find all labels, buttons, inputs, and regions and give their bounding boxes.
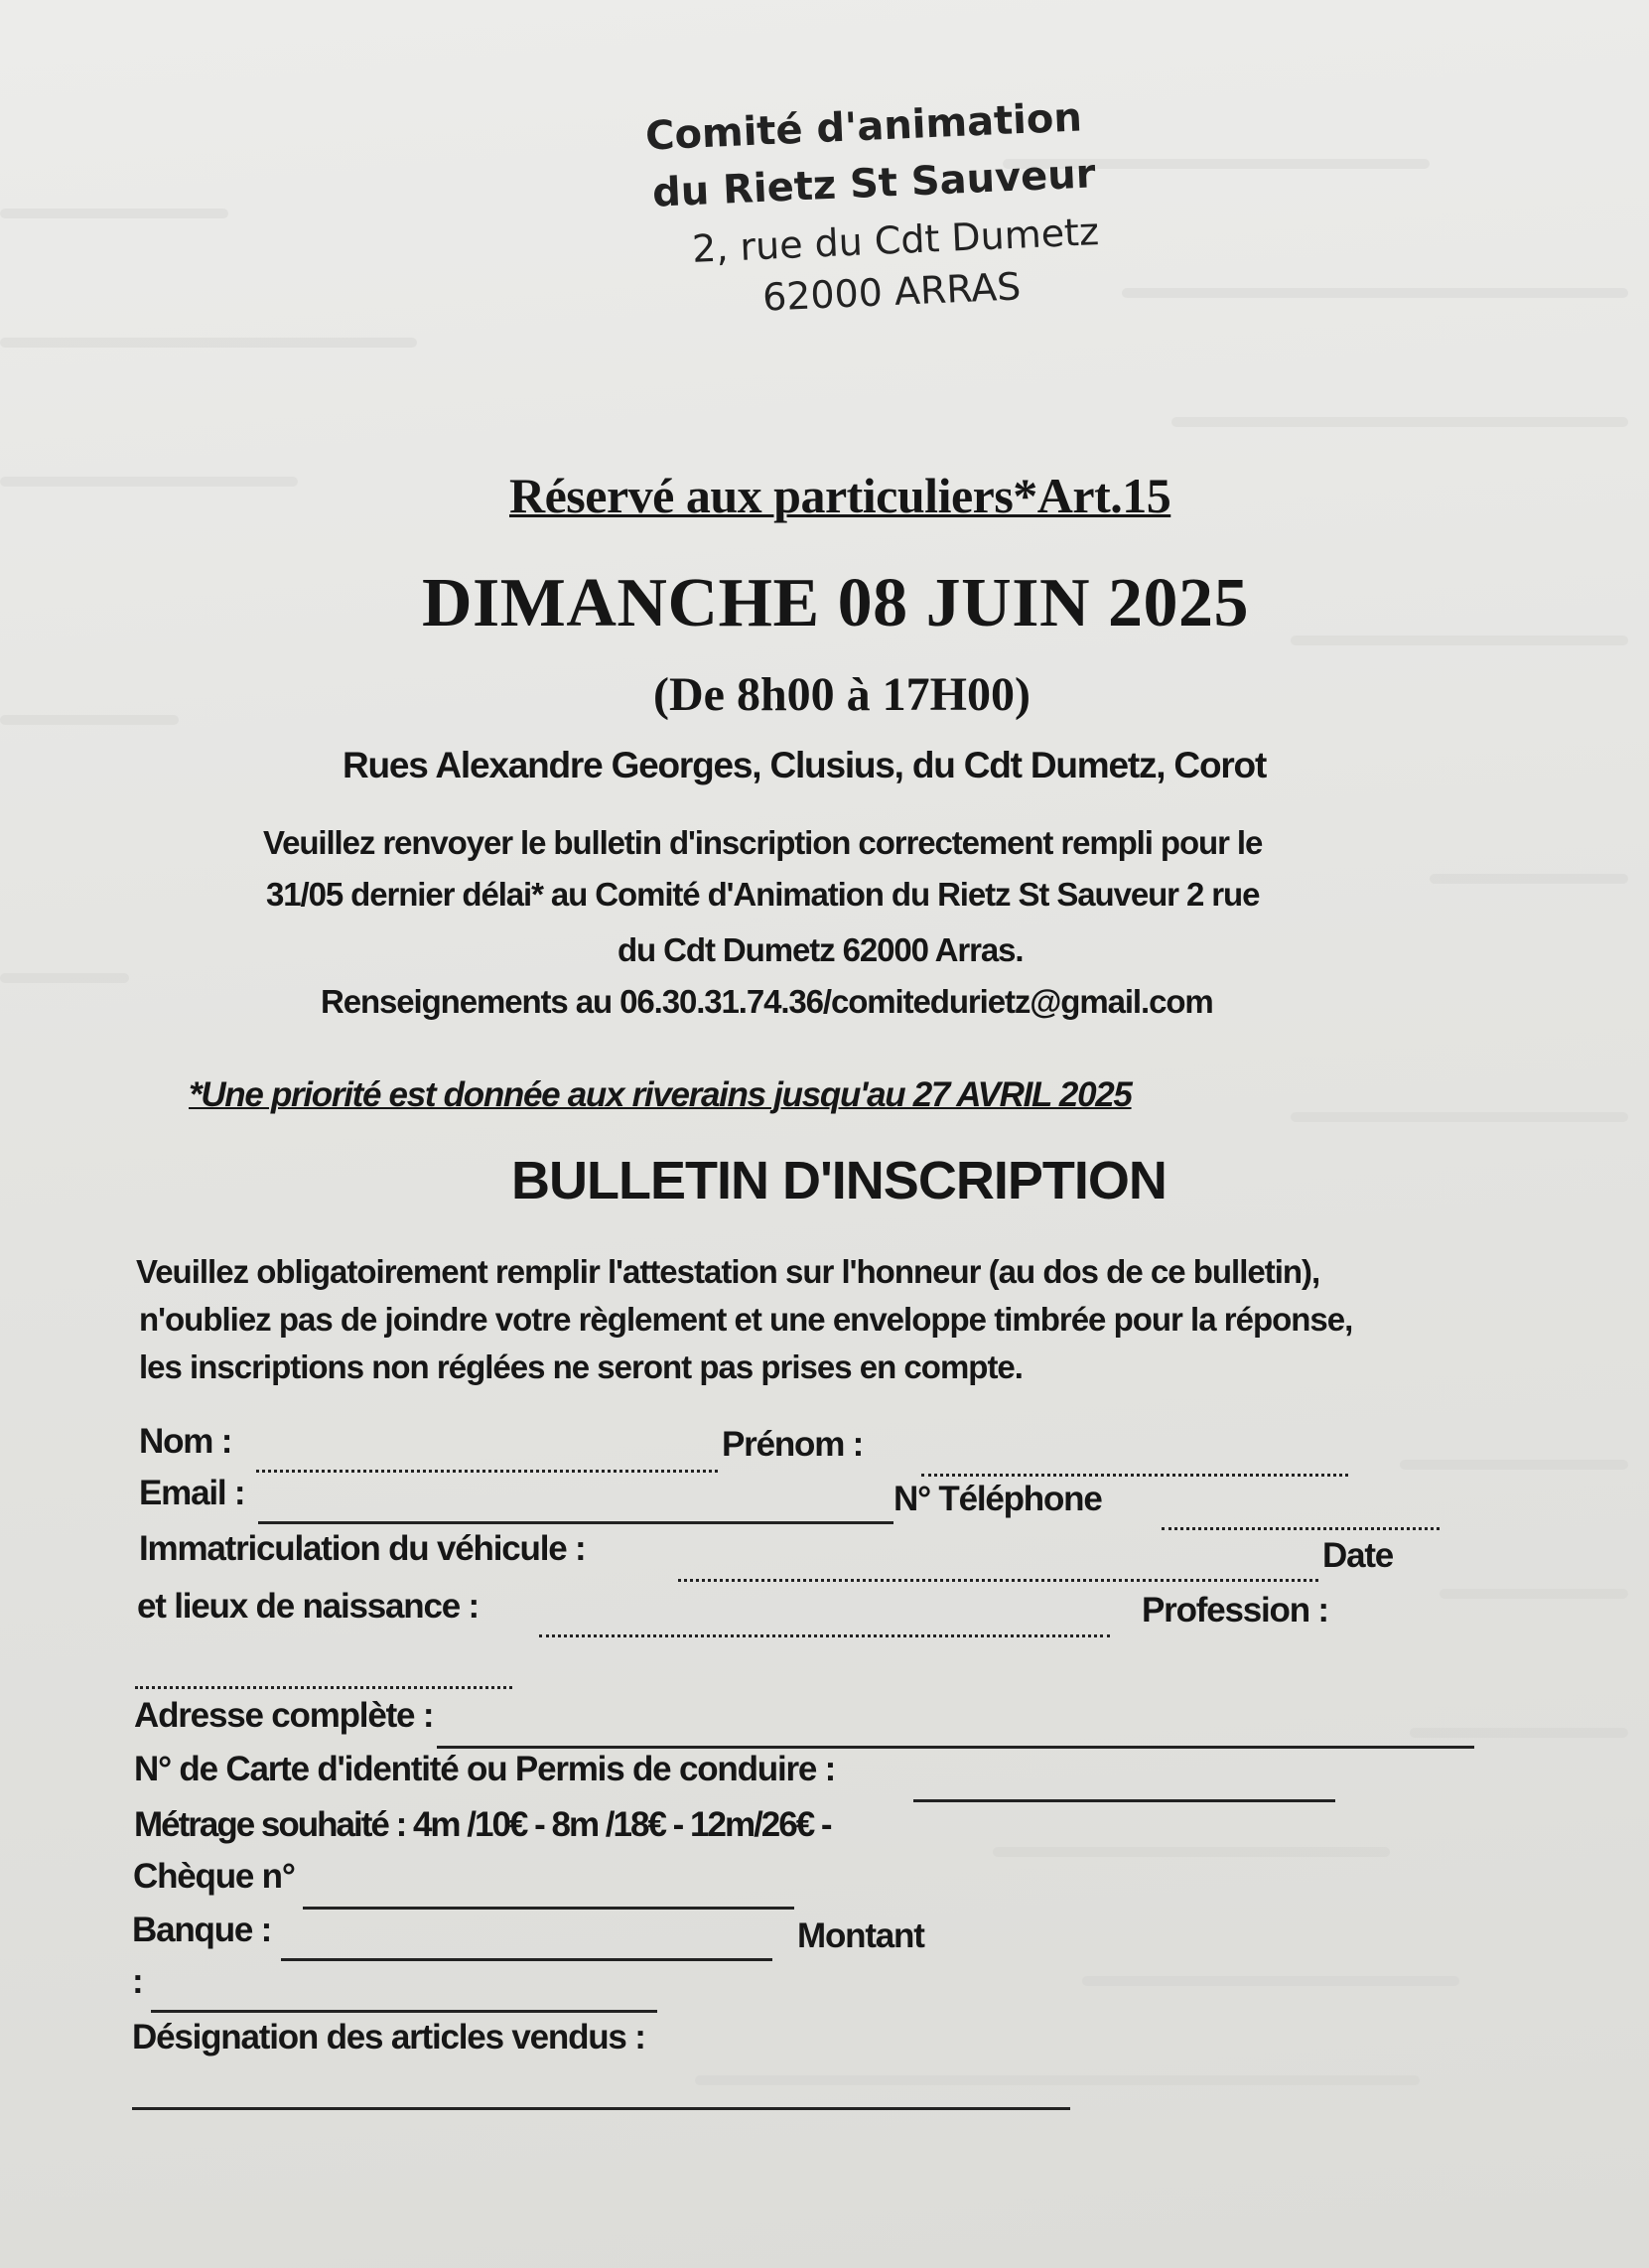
montant-field[interactable]: [151, 2000, 657, 2018]
telephone-label: N° Téléphone: [893, 1480, 1102, 1518]
priority-notice: *Une priorité est donnée aux riverains jusqu'au 27 AVRIL 2025: [189, 1075, 1132, 1114]
montant-label: Montant: [797, 1916, 924, 1955]
nom-label: Nom :: [139, 1422, 232, 1461]
return-line-2: 31/05 dernier délai* au Comité d'Animation du Rietz St Sauveur 2 rue: [266, 876, 1260, 913]
nom-field[interactable]: [256, 1460, 718, 1478]
adresse-label: Adresse complète :: [134, 1696, 434, 1735]
montant-colon: :: [132, 1962, 143, 2001]
banque-label: Banque :: [132, 1911, 272, 1949]
instructions-line-2: n'oubliez pas de joindre votre règlement et une enveloppe timbrée pour la réponse,: [139, 1301, 1353, 1338]
form-title: BULLETIN D'INSCRIPTION: [511, 1151, 1167, 1210]
instructions-line-1: Veuillez obligatoirement remplir l'attestation sur l'honneur (au dos de ce bulletin),: [136, 1253, 1320, 1290]
prenom-label: Prénom :: [722, 1425, 864, 1464]
cheque-field[interactable]: [303, 1897, 794, 1914]
stamp-line-4: 62000 ARRAS: [761, 264, 1023, 320]
designation-field[interactable]: [132, 2097, 1070, 2115]
event-date: DIMANCHE 08 JUIN 2025: [422, 565, 1249, 641]
lieux-naissance-label: et lieux de naissance :: [137, 1587, 479, 1626]
instructions-line-3: les inscriptions non réglées ne seront pas prises en compte.: [139, 1348, 1023, 1385]
designation-label: Désignation des articles vendus :: [132, 2018, 645, 2056]
event-streets: Rues Alexandre Georges, Clusius, du Cdt Dumetz, Corot: [343, 745, 1267, 785]
email-label: Email :: [139, 1474, 245, 1512]
reserved-notice: Réservé aux particuliers*Art.15: [509, 468, 1171, 523]
date-label: Date: [1322, 1536, 1394, 1575]
metrage-label[interactable]: Métrage souhaité : 4m /10€ - 8m /18€ - 12m/26€ -: [134, 1805, 831, 1844]
banque-field[interactable]: [281, 1948, 772, 1966]
cheque-label: Chèque n°: [133, 1857, 295, 1896]
return-line-1: Veuillez renvoyer le bulletin d'inscription correctement rempli pour le: [263, 824, 1263, 861]
carte-identite-field[interactable]: [913, 1789, 1335, 1807]
stamp-line-2: du Rietz St Sauveur: [651, 151, 1097, 216]
contact-line: Renseignements au 06.30.31.74.36/comitedurietz@gmail.com: [321, 983, 1213, 1020]
stamp-line-3: 2, rue du Cdt Dumetz: [691, 210, 1100, 271]
stamp-line-1: Comité d'animation: [644, 94, 1083, 160]
profession-label: Profession :: [1142, 1591, 1328, 1630]
return-line-3: du Cdt Dumetz 62000 Arras.: [618, 931, 1024, 968]
telephone-field[interactable]: [1162, 1517, 1440, 1535]
profession-field[interactable]: [135, 1676, 512, 1694]
email-field[interactable]: [258, 1511, 893, 1529]
lieux-naissance-field[interactable]: [539, 1625, 1110, 1642]
immatriculation-field[interactable]: [678, 1569, 1318, 1587]
event-hours: (De 8h00 à 17H00): [653, 668, 1031, 721]
carte-identite-label: N° de Carte d'identité ou Permis de conduire :: [134, 1750, 836, 1788]
immatriculation-label: Immatriculation du véhicule :: [139, 1529, 586, 1568]
